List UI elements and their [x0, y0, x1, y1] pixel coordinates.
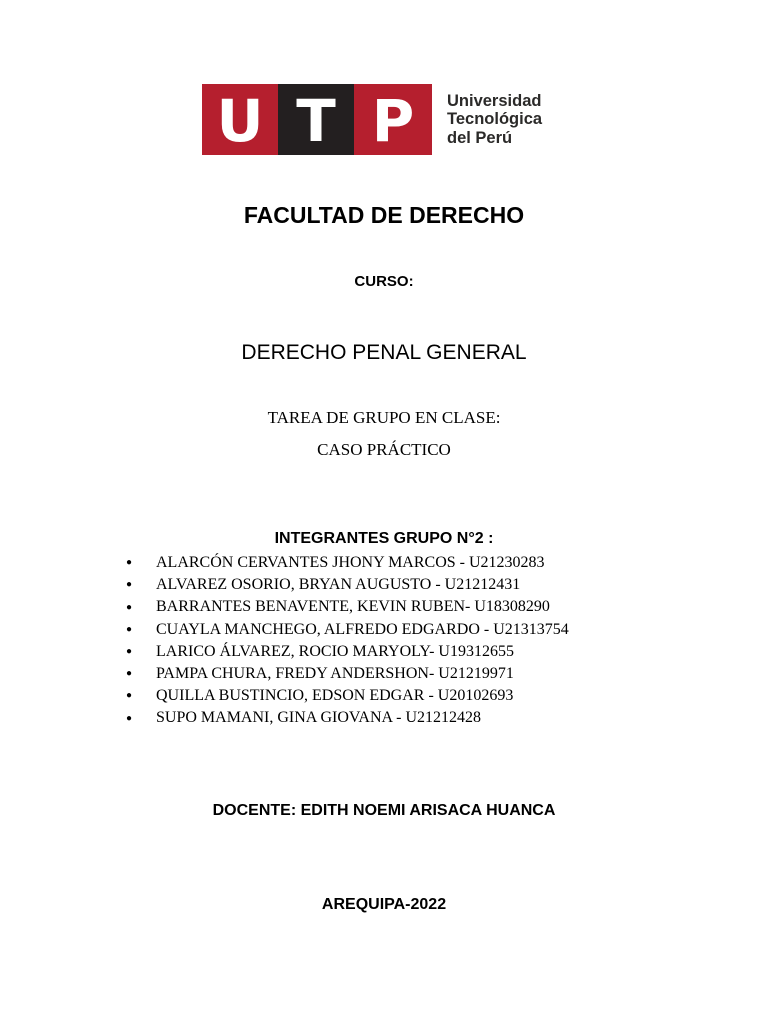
logo-text-line-1: Universidad — [447, 91, 542, 110]
course-label: CURSO: — [354, 273, 414, 290]
course-name: DERECHO PENAL GENERAL — [241, 341, 527, 364]
member-item — [126, 685, 569, 707]
bullet-icon: ● — [126, 645, 133, 657]
logo-wordmark — [432, 84, 550, 155]
member-name: ALVAREZ OSORIO, BRYAN AUGUSTO - U21212431 — [156, 576, 521, 594]
faculty-title: FACULTAD DE DERECHO — [243, 202, 525, 228]
bullet-icon: ● — [126, 579, 133, 591]
bullet-icon: ● — [126, 557, 133, 569]
member-item — [126, 707, 569, 729]
member-name: ALARCÓN CERVANTES JHONY MARCOS - U21230283 — [156, 554, 545, 571]
member-name: CUAYLA MANCHEGO, ALFREDO EDGARDO - U21313754 — [156, 620, 569, 638]
members-list — [126, 552, 569, 730]
member-item — [126, 663, 569, 685]
assignment-subtitle: CASO PRÁCTICO — [317, 440, 451, 459]
place-and-year: AREQUIPA-2022 — [321, 896, 447, 913]
logo-letter-t: T — [278, 84, 354, 155]
logo-text-line-3: del Perú — [447, 128, 513, 147]
member-name: PAMPA CHURA, FREDY ANDERSHON- U21219971 — [156, 665, 514, 683]
university-logo — [202, 84, 550, 155]
bullet-icon: ● — [126, 623, 133, 635]
members-heading: INTEGRANTES GRUPO N°2 : — [274, 530, 494, 547]
bullet-icon: ● — [126, 690, 133, 702]
member-item — [126, 619, 569, 641]
member-item — [126, 641, 569, 663]
bullet-icon: ● — [126, 668, 133, 680]
logo-text-line-2: Tecnológica — [447, 110, 543, 129]
member-item — [126, 552, 569, 574]
member-name: SUPO MAMANI, GINA GIOVANA - U21212428 — [156, 709, 482, 727]
member-name: LARICO ÁLVAREZ, ROCIO MARYOLY- U19312655 — [156, 642, 514, 660]
member-item — [126, 596, 569, 618]
logo-letter-p: P — [354, 84, 432, 155]
logo-letter-u: U — [202, 84, 278, 155]
teacher-name: DOCENTE: EDITH NOEMI ARISACA HUANCA — [212, 802, 556, 819]
member-item — [126, 574, 569, 596]
assignment-title: TAREA DE GRUPO EN CLASE: — [267, 408, 501, 427]
member-name: BARRANTES BENAVENTE, KEVIN RUBEN- U18308290 — [156, 598, 550, 616]
bullet-icon: ● — [126, 712, 133, 724]
bullet-icon: ● — [126, 601, 133, 613]
member-name: QUILLA BUSTINCIO, EDSON EDGAR - U20102693 — [156, 687, 514, 705]
